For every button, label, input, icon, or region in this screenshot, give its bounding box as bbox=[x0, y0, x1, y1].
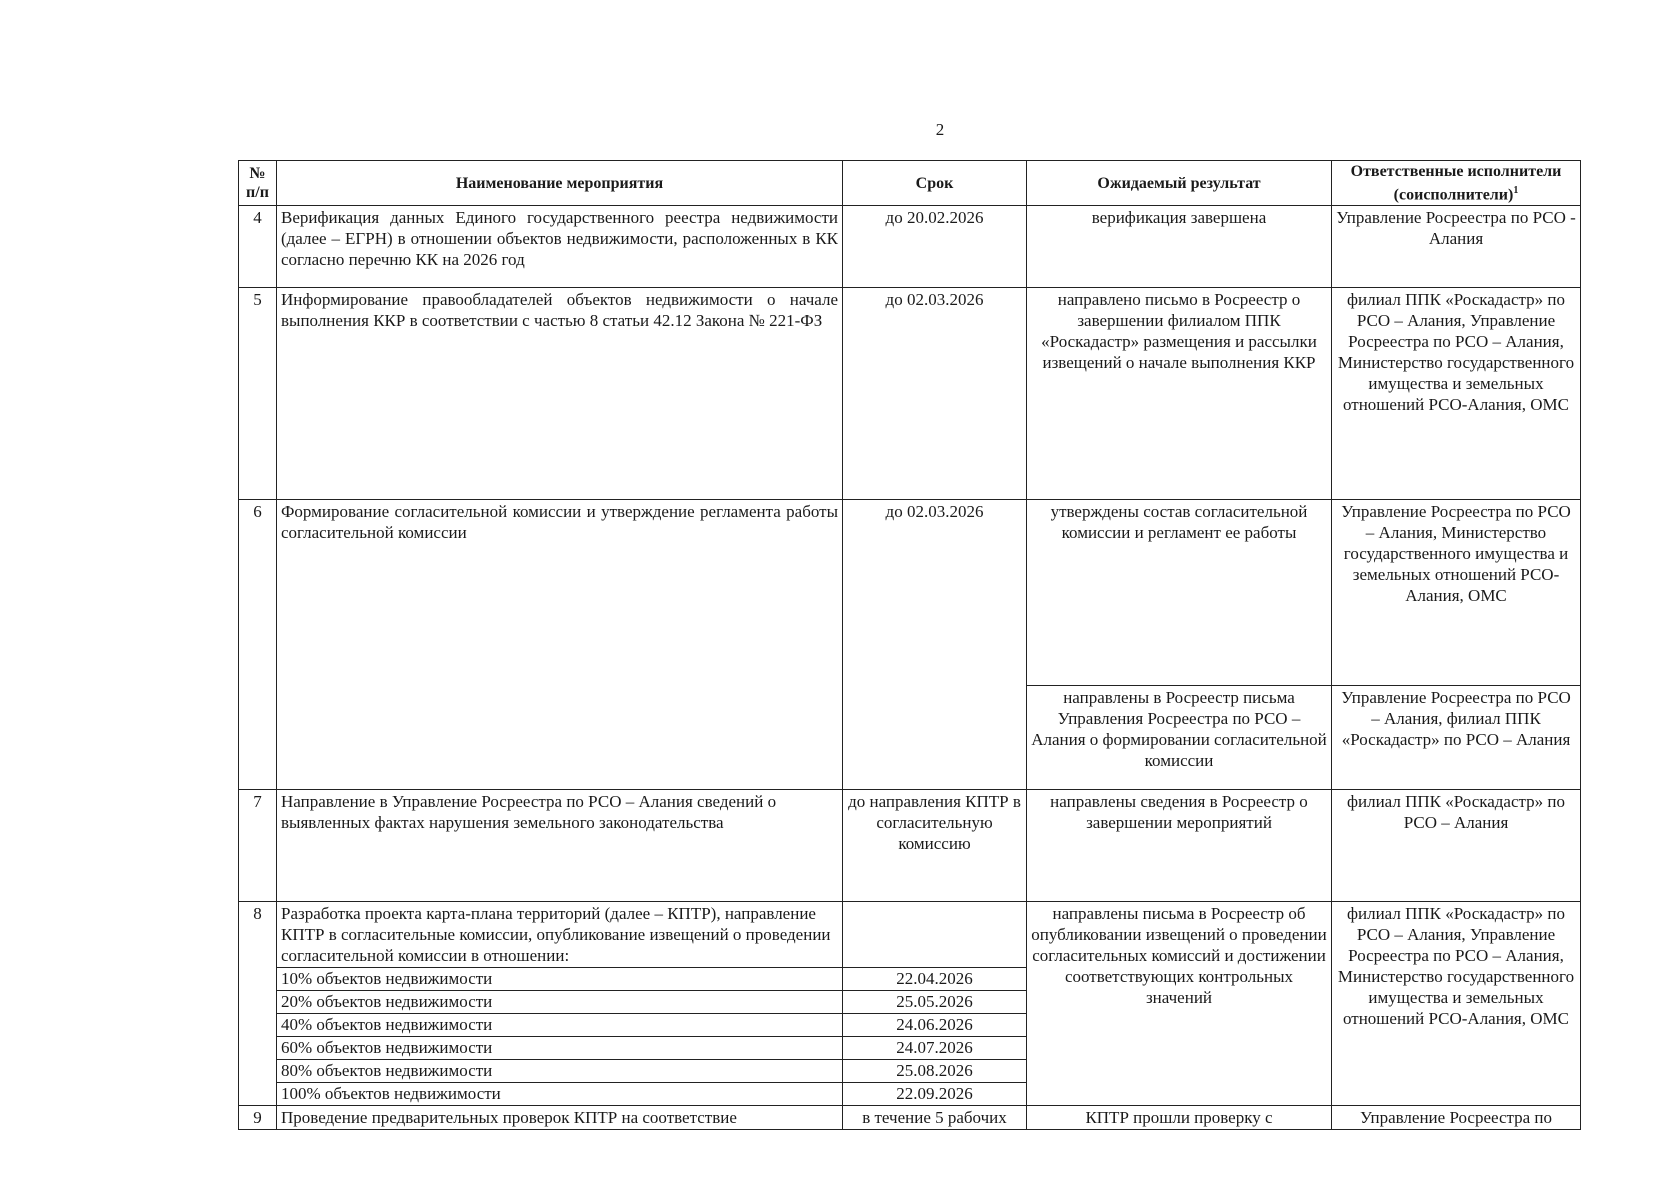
row-num: 8 bbox=[239, 902, 277, 1106]
row-result: направлены письма в Росреестр об опубликовании извещений о проведении согласительных комиссий и достижении соответствующих контрольных значений bbox=[1027, 902, 1332, 1106]
row-result: направлены сведения в Росреестр о завершении мероприятий bbox=[1027, 790, 1332, 902]
row-deadline: до 02.03.2026 bbox=[843, 288, 1027, 500]
subrow-label: 60% объектов недвижимости bbox=[277, 1037, 843, 1060]
subrow-label: 80% объектов недвижимости bbox=[277, 1060, 843, 1083]
header-num: № п/п bbox=[239, 161, 277, 206]
row-deadline: в течение 5 рабочих bbox=[843, 1106, 1027, 1130]
header-deadline: Срок bbox=[843, 161, 1027, 206]
plan-table bbox=[238, 160, 1581, 1130]
table-row bbox=[239, 206, 1581, 288]
table-row bbox=[239, 1106, 1581, 1130]
row-name: Разработка проекта карта-плана территорий (далее – КПТР), направление КПТР в согласительные комиссии, опубликование извещений о проведении согласительной комиссии в отношении: bbox=[277, 902, 843, 968]
row-result: КПТР прошли проверку с bbox=[1027, 1106, 1332, 1130]
subrow-label: 100% объектов недвижимости bbox=[277, 1083, 843, 1106]
subrow-date: 25.05.2026 bbox=[843, 991, 1027, 1014]
row-name: Формирование согласительной комиссии и утверждение регламента работы согласительной комиссии bbox=[277, 500, 843, 790]
row-num: 7 bbox=[239, 790, 277, 902]
header-row bbox=[239, 161, 1581, 206]
row-num: 4 bbox=[239, 206, 277, 288]
row-responsible: Управление Росреестра по РСО - Алания bbox=[1332, 206, 1581, 288]
row-name: Верификация данных Единого государственного реестра недвижимости (далее – ЕГРН) в отношении объектов недвижимости, расположенных в КК согласно перечню КК на 2026 год bbox=[277, 206, 843, 288]
row-result: направлено письмо в Росреестр о завершении филиалом ППК «Роскадастр» размещения и рассылки извещений о начале выполнения ККР bbox=[1027, 288, 1332, 500]
row-result-secondary: направлены в Росреестр письма Управления Росреестра по РСО – Алания о формировании согласительной комиссии bbox=[1027, 686, 1332, 790]
header-name: Наименование мероприятия bbox=[277, 161, 843, 206]
row-responsible: филиал ППК «Роскадастр» по РСО – Алания, Управление Росреестра по РСО – Алания, Министерство государственного имущества и земельных отношений РСО-Алания, ОМС bbox=[1332, 902, 1581, 1106]
row-result: утверждены состав согласительной комиссии и регламент ее работы bbox=[1027, 500, 1332, 686]
subrow-label: 10% объектов недвижимости bbox=[277, 968, 843, 991]
row-result: верификация завершена bbox=[1027, 206, 1332, 288]
row-name: Информирование правообладателей объектов недвижимости о начале выполнения ККР в соответствии с частью 8 статьи 42.12 Закона № 221-ФЗ bbox=[277, 288, 843, 500]
subrow-label: 40% объектов недвижимости bbox=[277, 1014, 843, 1037]
subrow-date: 22.04.2026 bbox=[843, 968, 1027, 991]
header-responsible: Ответственные исполнители (соисполнители)$^1$ bbox=[1332, 161, 1581, 206]
table-row bbox=[239, 288, 1581, 500]
row-deadline: до 20.02.2026 bbox=[843, 206, 1027, 288]
row-name: Направление в Управление Росреестра по РСО – Алания сведений о выявленных фактах нарушения земельного законодательства bbox=[277, 790, 843, 902]
row-responsible: Управление Росреестра по РСО – Алания, Министерство государственного имущества и земельных отношений РСО-Алания, ОМС bbox=[1332, 500, 1581, 686]
header-result: Ожидаемый результат bbox=[1027, 161, 1332, 206]
footnote-mark: 1 bbox=[1513, 185, 1519, 196]
row-responsible: Управление Росреестра по bbox=[1332, 1106, 1581, 1130]
row-num: 6 bbox=[239, 500, 277, 790]
row-responsible-secondary: Управление Росреестра по РСО – Алания, филиал ППК «Роскадастр» по РСО – Алания bbox=[1332, 686, 1581, 790]
table-row bbox=[239, 500, 1581, 686]
page-number: 2 bbox=[935, 120, 945, 139]
row-deadline-empty bbox=[843, 902, 1027, 968]
table-row bbox=[239, 790, 1581, 902]
row-responsible: филиал ППК «Роскадастр» по РСО – Алания bbox=[1332, 790, 1581, 902]
row-deadline: до 02.03.2026 bbox=[843, 500, 1027, 790]
subrow-label: 20% объектов недвижимости bbox=[277, 991, 843, 1014]
row-name: Проведение предварительных проверок КПТР на соответствие bbox=[277, 1106, 843, 1130]
subrow-date: 24.06.2026 bbox=[843, 1014, 1027, 1037]
subrow-date: 25.08.2026 bbox=[843, 1060, 1027, 1083]
subrow-date: 24.07.2026 bbox=[843, 1037, 1027, 1060]
row-responsible: филиал ППК «Роскадастр» по РСО – Алания, Управление Росреестра по РСО – Алания, Министерство государственного имущества и земельных отношений РСО-Алания, ОМС bbox=[1332, 288, 1581, 500]
subrow-date: 22.09.2026 bbox=[843, 1083, 1027, 1106]
table-row bbox=[239, 902, 1581, 968]
row-num: 5 bbox=[239, 288, 277, 500]
row-num: 9 bbox=[239, 1106, 277, 1130]
row-deadline: до направления КПТР в согласительную комиссию bbox=[843, 790, 1027, 902]
